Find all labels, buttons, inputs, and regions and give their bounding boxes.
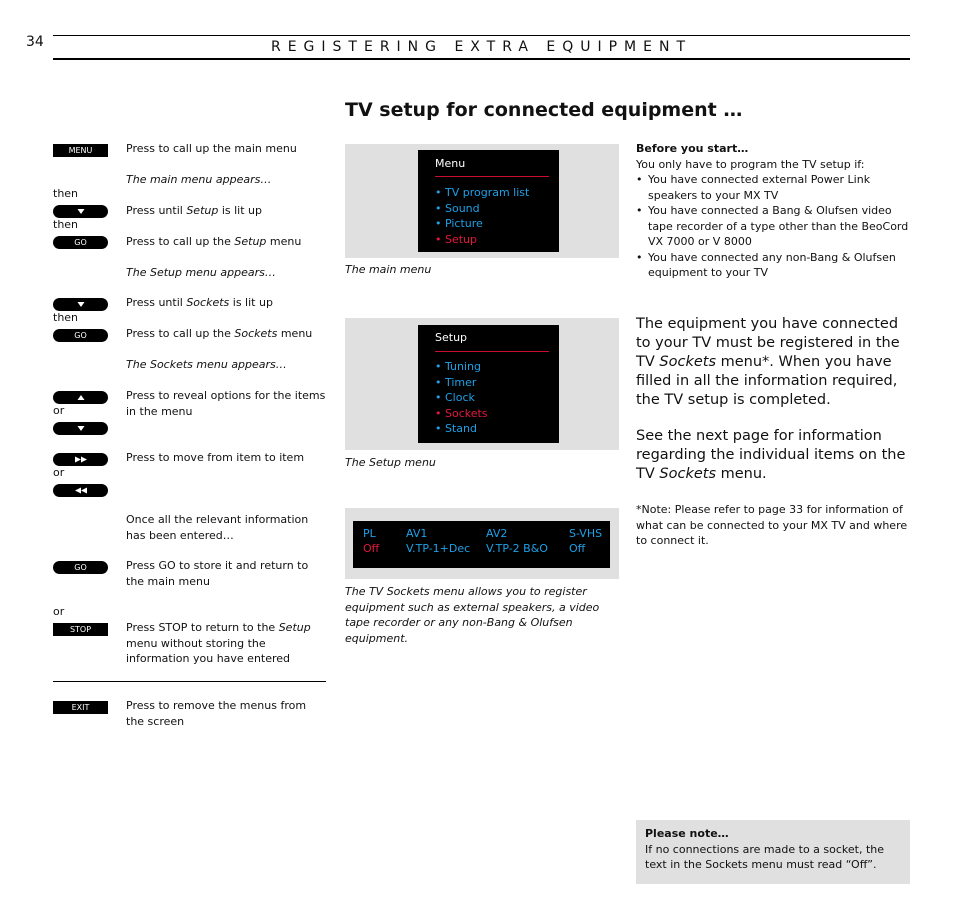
step-move-item: Press to move from item to item (126, 451, 305, 464)
menu-item-tv-program-list: • TV program list (435, 186, 530, 199)
step-setup-menu-appears: The Setup menu appears… (126, 266, 276, 279)
up-key (53, 391, 108, 404)
menu-item-clock: • Clock (435, 391, 475, 404)
step-remove-menus: Press to remove the menus from the screen (126, 699, 307, 728)
menu-item-sound: • Sound (435, 201, 480, 215)
then-label: then (53, 218, 79, 231)
menu-item-timer: • Timer (435, 375, 477, 389)
triangle-down-icon (76, 422, 86, 435)
down-key (53, 298, 108, 311)
before-bullet: • You have connected any non-Bang & Olufsen equipment to your TV (636, 250, 911, 281)
or-label: or (53, 466, 65, 479)
running-header: REGISTERING EXTRA EQUIPMENT (270, 39, 693, 55)
body-paragraph-2: See the next page for information regarding the individual items on the TV Sockets menu. (636, 428, 906, 482)
sockets-menu-panel (345, 508, 619, 579)
step-call-setup-menu: Press to call up the Setup menu (126, 235, 302, 248)
fast-forward-key (53, 453, 108, 466)
header-rule-top (53, 35, 910, 36)
section-divider (53, 681, 326, 682)
step-press-go-store: Press GO to store it and return to the main menu (126, 559, 309, 588)
triangle-down-icon (76, 205, 86, 218)
down-key (53, 205, 108, 218)
triangle-down-icon (76, 298, 86, 311)
setup-menu-caption: The Setup menu (345, 456, 436, 469)
socket-header-av1: AV1 (406, 527, 428, 540)
page-number: 34 (26, 34, 44, 50)
stop-key: STOP (53, 623, 108, 636)
note-heading: Please note… (645, 827, 729, 840)
before-bullet: • You have connected external Power Link speakers to your MX TV (636, 172, 911, 203)
step-until-setup: Press until Setup is lit up (126, 204, 262, 217)
step-sockets-menu-appears: The Sockets menu appears… (126, 358, 287, 371)
go-key: GO (53, 561, 108, 574)
go-key: GO (53, 329, 108, 342)
triangle-up-icon (76, 391, 86, 404)
before-heading: Before you start… (636, 142, 749, 155)
menu-divider (435, 176, 549, 177)
socket-header-av2: AV2 (486, 527, 508, 540)
menu-title: Menu (435, 157, 466, 170)
footnote: *Note: Please refer to page 33 for information of what can be connected to your MX TV and where to connect it. (636, 503, 908, 547)
menu-item-setup: • Setup (435, 232, 478, 246)
down-key (53, 422, 108, 435)
exit-key: EXIT (53, 701, 108, 714)
socket-value-av2: V.TP-2 B&O (486, 542, 548, 555)
main-menu-caption: The main menu (345, 263, 432, 276)
setup-title: Setup (435, 331, 468, 344)
menu-item-picture: • Picture (435, 217, 483, 230)
socket-value-svhs: Off (569, 542, 586, 555)
fast-forward-icon (73, 453, 89, 466)
page-title: TV setup for connected equipment … (345, 99, 743, 121)
note-text: If no connections are made to a socket, the text in the Sockets menu must read “Off”. (645, 842, 885, 871)
main-menu-panel (345, 144, 619, 258)
socket-value-pl: Off (363, 542, 380, 555)
menu-key: MENU (53, 144, 108, 157)
go-key: GO (53, 236, 108, 249)
body-paragraph-1: The equipment you have connected to your TV must be registered in the TV Sockets menu*. When you have filled in all the information required, the TV setup is completed. (636, 316, 900, 408)
before-you-start (636, 141, 911, 281)
main-menu-screen (418, 150, 559, 252)
then-label: then (53, 311, 79, 324)
or-label: or (53, 404, 65, 417)
before-bullet: • You have connected a Bang & Olufsen video tape recorder of a type other than the BeoCord VX 7000 or V 8000 (636, 203, 911, 250)
step-until-sockets: Press until Sockets is lit up (126, 296, 273, 309)
please-note-box (636, 820, 910, 884)
setup-menu-panel (345, 318, 619, 450)
step-press-stop: Press STOP to return to the Setup menu without storing the information you have entered (126, 621, 311, 665)
before-intro: You only have to program the TV setup if: (636, 157, 865, 171)
socket-header-svhs: S-VHS (569, 527, 603, 540)
header-rule-bottom (53, 58, 910, 60)
step-call-sockets-menu: Press to call up the Sockets menu (126, 327, 313, 340)
rewind-icon (73, 484, 89, 497)
then-label: then (53, 187, 79, 200)
step-info-entered: Once all the relevant information has been entered… (126, 513, 309, 542)
menu-item-sockets: • Sockets (435, 406, 488, 420)
or-label: or (53, 605, 65, 618)
sockets-menu-screen (353, 521, 610, 568)
socket-header-pl: PL (363, 527, 376, 540)
step-call-main-menu: Press to call up the main menu (126, 142, 297, 155)
step-main-menu-appears: The main menu appears… (126, 173, 272, 186)
setup-menu-screen (418, 325, 559, 443)
rewind-key (53, 484, 108, 497)
menu-item-tuning: • Tuning (435, 360, 481, 373)
setup-divider (435, 351, 549, 352)
sockets-menu-caption: The TV Sockets menu allows you to register equipment such as external speakers, a video tape recorder or any non-Bang & Olufsen equipment. (345, 585, 600, 645)
step-reveal-options: Press to reveal options for the items in the menu (126, 389, 326, 418)
menu-item-stand: • Stand (435, 422, 477, 435)
socket-value-av1: V.TP-1+Dec (406, 542, 471, 555)
